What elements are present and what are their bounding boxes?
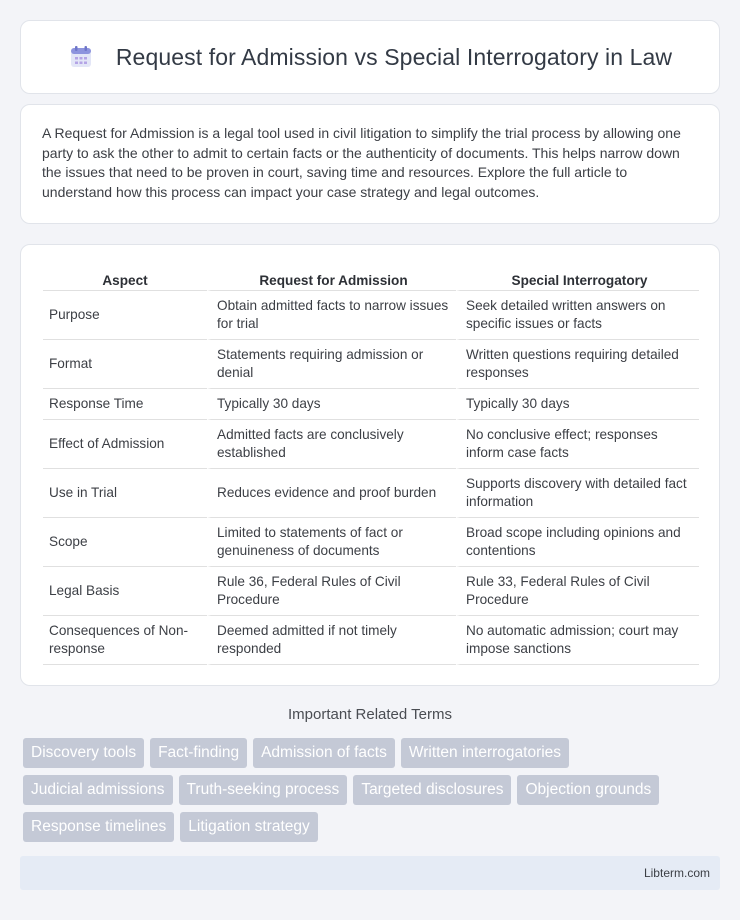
footer-site-link[interactable]: Libterm.com (643, 866, 710, 880)
row-si: Seek detailed written answers on specific issues or facts (456, 291, 699, 340)
header-aspect: Aspect (43, 267, 207, 291)
intro-text: A Request for Admission is a legal tool used in civil litigation to simplify the trial process by allowing one party to ask the other to admit to certain facts or the authenticity of documents. This helps narrow down the issues that need to be proven in court, saving time and resources. Explore the full article to understand how this process can impact your case strategy and legal outcomes. (42, 125, 681, 200)
tag-objection-grounds[interactable]: Objection grounds (517, 775, 659, 805)
tag-written-interrogatories[interactable]: Written interrogatories (401, 738, 569, 768)
row-si: No conclusive effect; responses inform case facts (456, 420, 699, 469)
row-rfa: Admitted facts are conclusively established (207, 420, 456, 469)
table-row (43, 389, 699, 420)
row-si: No automatic admission; court may impose sanctions (456, 616, 699, 665)
row-si: Rule 33, Federal Rules of Civil Procedure (456, 567, 699, 616)
row-si: Supports discovery with detailed fact information (456, 469, 699, 518)
row-si: Written questions requiring detailed responses (456, 340, 699, 389)
row-aspect: Format (43, 340, 207, 389)
row-aspect: Scope (43, 518, 207, 567)
table-row (43, 616, 699, 665)
table-row (43, 420, 699, 469)
table-row (43, 469, 699, 518)
tag-discovery-tools[interactable]: Discovery tools (23, 738, 144, 768)
tag-targeted-disclosures[interactable]: Targeted disclosures (353, 775, 511, 805)
tag-litigation-strategy[interactable]: Litigation strategy (180, 812, 318, 842)
row-aspect: Response Time (43, 389, 207, 420)
row-aspect: Consequences of Non-response (43, 616, 207, 665)
page-title: Request for Admission vs Special Interrogatory in Law (115, 43, 673, 70)
header-special-interrogatory: Special Interrogatory (456, 267, 699, 291)
header-card (20, 20, 720, 94)
row-aspect: Purpose (43, 291, 207, 340)
header-request-for-admission: Request for Admission (207, 267, 456, 291)
footer (20, 856, 720, 890)
row-rfa: Rule 36, Federal Rules of Civil Procedure (207, 567, 456, 616)
table-row (43, 340, 699, 389)
tag-response-timelines[interactable]: Response timelines (23, 812, 174, 842)
related-terms-title: Important Related Terms (288, 706, 452, 723)
tag-admission-of-facts[interactable]: Admission of facts (253, 738, 395, 768)
row-si: Broad scope including opinions and contentions (456, 518, 699, 567)
row-si: Typically 30 days (456, 389, 699, 420)
row-rfa: Typically 30 days (207, 389, 456, 420)
related-tags (23, 738, 723, 849)
tag-truth-seeking-process[interactable]: Truth-seeking process (179, 775, 348, 805)
row-aspect: Use in Trial (43, 469, 207, 518)
row-rfa: Statements requiring admission or denial (207, 340, 456, 389)
row-rfa: Reduces evidence and proof burden (207, 469, 456, 518)
document-icon (68, 44, 94, 70)
table-row (43, 518, 699, 567)
table-row (43, 567, 699, 616)
comparison-table (43, 267, 699, 665)
intro-card (20, 104, 720, 224)
row-aspect: Effect of Admission (43, 420, 207, 469)
comparison-card (20, 244, 720, 686)
tag-row (23, 812, 723, 842)
table-row (43, 291, 699, 340)
row-rfa: Deemed admitted if not timely responded (207, 616, 456, 665)
tag-fact-finding[interactable]: Fact-finding (150, 738, 247, 768)
row-rfa: Limited to statements of fact or genuineness of documents (207, 518, 456, 567)
tag-row (23, 738, 723, 768)
row-rfa: Obtain admitted facts to narrow issues for trial (207, 291, 456, 340)
row-aspect: Legal Basis (43, 567, 207, 616)
tag-judicial-admissions[interactable]: Judicial admissions (23, 775, 173, 805)
tag-row (23, 775, 723, 805)
table-header-row (43, 267, 699, 291)
